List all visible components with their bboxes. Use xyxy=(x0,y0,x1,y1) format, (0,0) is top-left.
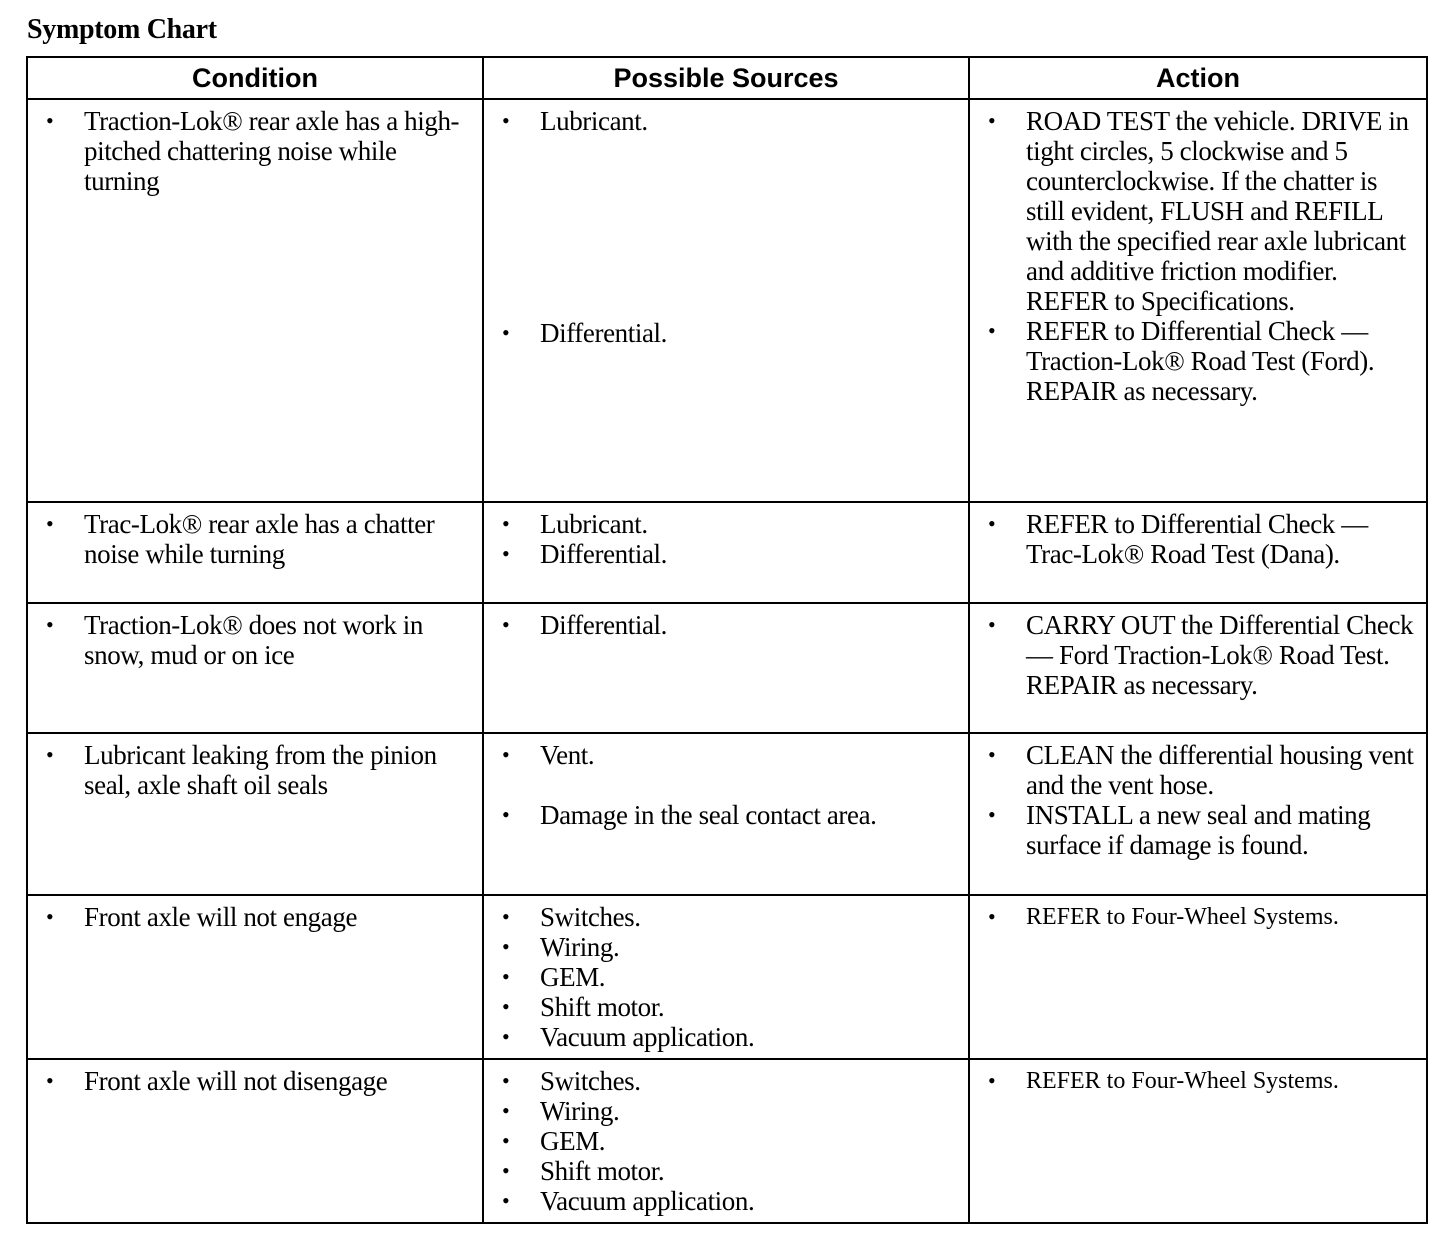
sources-cell xyxy=(483,99,969,502)
condition-cell xyxy=(27,603,483,733)
bullet-icon: • xyxy=(502,108,510,133)
condition-cell xyxy=(27,1059,483,1223)
page-title: Symptom Chart xyxy=(27,14,217,45)
source-item: • Lubricant. xyxy=(502,509,648,539)
table-row xyxy=(27,603,1427,733)
action-cell xyxy=(969,603,1427,733)
bullet-icon: • xyxy=(46,612,54,637)
sources-cell xyxy=(483,1059,969,1223)
bullet-icon: • xyxy=(46,108,54,133)
bullet-icon: • xyxy=(502,1158,510,1183)
source-item: • GEM. xyxy=(502,1126,606,1156)
bullet-icon: • xyxy=(46,1068,54,1093)
action-item: • CARRY OUT the Differential Check — Ford Traction-Lok® Road Test. REPAIR as necessary. xyxy=(988,610,1414,700)
condition-item: • Traction-Lok® does not work in snow, mud or on ice xyxy=(46,610,423,670)
sources-cell xyxy=(483,733,969,895)
bullet-icon: • xyxy=(46,742,54,767)
table-row xyxy=(27,733,1427,895)
condition-item: • Front axle will not engage xyxy=(46,902,358,932)
bullet-icon: • xyxy=(502,1098,510,1123)
bullet-icon: • xyxy=(988,904,996,929)
bullet-icon: • xyxy=(502,934,510,959)
action-cell xyxy=(969,99,1427,502)
source-item: • Switches. xyxy=(502,902,641,932)
bullet-icon: • xyxy=(988,612,996,637)
table-row xyxy=(27,895,1427,1059)
bullet-icon: • xyxy=(502,904,510,929)
bullet-icon: • xyxy=(988,1068,996,1093)
header-action: Action xyxy=(969,57,1427,99)
action-item: • REFER to Four-Wheel Systems. xyxy=(988,904,1339,930)
bullet-icon: • xyxy=(502,994,510,1019)
bullet-icon: • xyxy=(502,802,510,827)
action-cell xyxy=(969,502,1427,603)
source-item: • Differential. xyxy=(502,610,667,640)
action-cell xyxy=(969,1059,1427,1223)
bullet-icon: • xyxy=(502,1024,510,1049)
source-item: • Switches. xyxy=(502,1066,641,1096)
bullet-icon: • xyxy=(46,904,54,929)
bullet-icon: • xyxy=(988,318,996,343)
condition-cell xyxy=(27,99,483,502)
bullet-icon: • xyxy=(502,541,510,566)
header-possible-sources: Possible Sources xyxy=(483,57,969,99)
action-item: • REFER to Differential Check — Traction-Lok® Road Test (Ford). REPAIR as necessary. xyxy=(988,316,1375,406)
source-item: • Vacuum application. xyxy=(502,1186,755,1216)
action-cell xyxy=(969,895,1427,1059)
condition-cell xyxy=(27,733,483,895)
sources-cell xyxy=(483,603,969,733)
source-item: • Differential. xyxy=(502,318,667,348)
source-item: • Vacuum application. xyxy=(502,1022,755,1052)
sources-cell xyxy=(483,502,969,603)
bullet-icon: • xyxy=(502,964,510,989)
source-item: • GEM. xyxy=(502,962,606,992)
condition-cell xyxy=(27,502,483,603)
source-item: • Wiring. xyxy=(502,932,620,962)
bullet-icon: • xyxy=(502,1068,510,1093)
source-item: • Vent. xyxy=(502,740,595,770)
bullet-icon: • xyxy=(502,1128,510,1153)
bullet-icon: • xyxy=(46,511,54,536)
bullet-icon: • xyxy=(502,612,510,637)
action-item: • ROAD TEST the vehicle. DRIVE in tight circles, 5 clockwise and 5 counterclockwise. If the chatter is still evident, FLUSH and REFILL with the specified rear axle lubricant and additive friction modifier. REFER to Specifications. xyxy=(988,106,1409,316)
header-condition: Condition xyxy=(27,57,483,99)
source-item: • Shift motor. xyxy=(502,1156,665,1186)
header-row xyxy=(27,57,1427,99)
bullet-icon: • xyxy=(502,742,510,767)
source-item: • Damage in the seal contact area. xyxy=(502,800,877,830)
bullet-icon: • xyxy=(502,320,510,345)
condition-item: • Trac-Lok® rear axle has a chatter noise while turning xyxy=(46,509,435,569)
action-item: • REFER to Differential Check — Trac-Lok® Road Test (Dana). xyxy=(988,509,1368,569)
action-item: • INSTALL a new seal and mating surface if damage is found. xyxy=(988,800,1371,860)
bullet-icon: • xyxy=(988,802,996,827)
source-item: • Wiring. xyxy=(502,1096,620,1126)
bullet-icon: • xyxy=(988,511,996,536)
source-item: • Shift motor. xyxy=(502,992,665,1022)
condition-item: • Front axle will not disengage xyxy=(46,1066,388,1096)
table-row xyxy=(27,1059,1427,1223)
table-row xyxy=(27,502,1427,603)
bullet-icon: • xyxy=(502,1188,510,1213)
symptom-table xyxy=(26,56,1428,1224)
action-cell xyxy=(969,733,1427,895)
action-item: • REFER to Four-Wheel Systems. xyxy=(988,1068,1339,1094)
table-row xyxy=(27,99,1427,502)
sources-cell xyxy=(483,895,969,1059)
condition-item: • Traction-Lok® rear axle has a high-pitched chattering noise while turning xyxy=(46,106,460,196)
bullet-icon: • xyxy=(988,108,996,133)
condition-cell xyxy=(27,895,483,1059)
source-item: • Lubricant. xyxy=(502,106,648,136)
bullet-icon: • xyxy=(988,742,996,767)
bullet-icon: • xyxy=(502,511,510,536)
action-item: • CLEAN the differential housing vent and the vent hose. xyxy=(988,740,1414,800)
condition-item: • Lubricant leaking from the pinion seal, axle shaft oil seals xyxy=(46,740,437,800)
source-item: • Differential. xyxy=(502,539,667,569)
